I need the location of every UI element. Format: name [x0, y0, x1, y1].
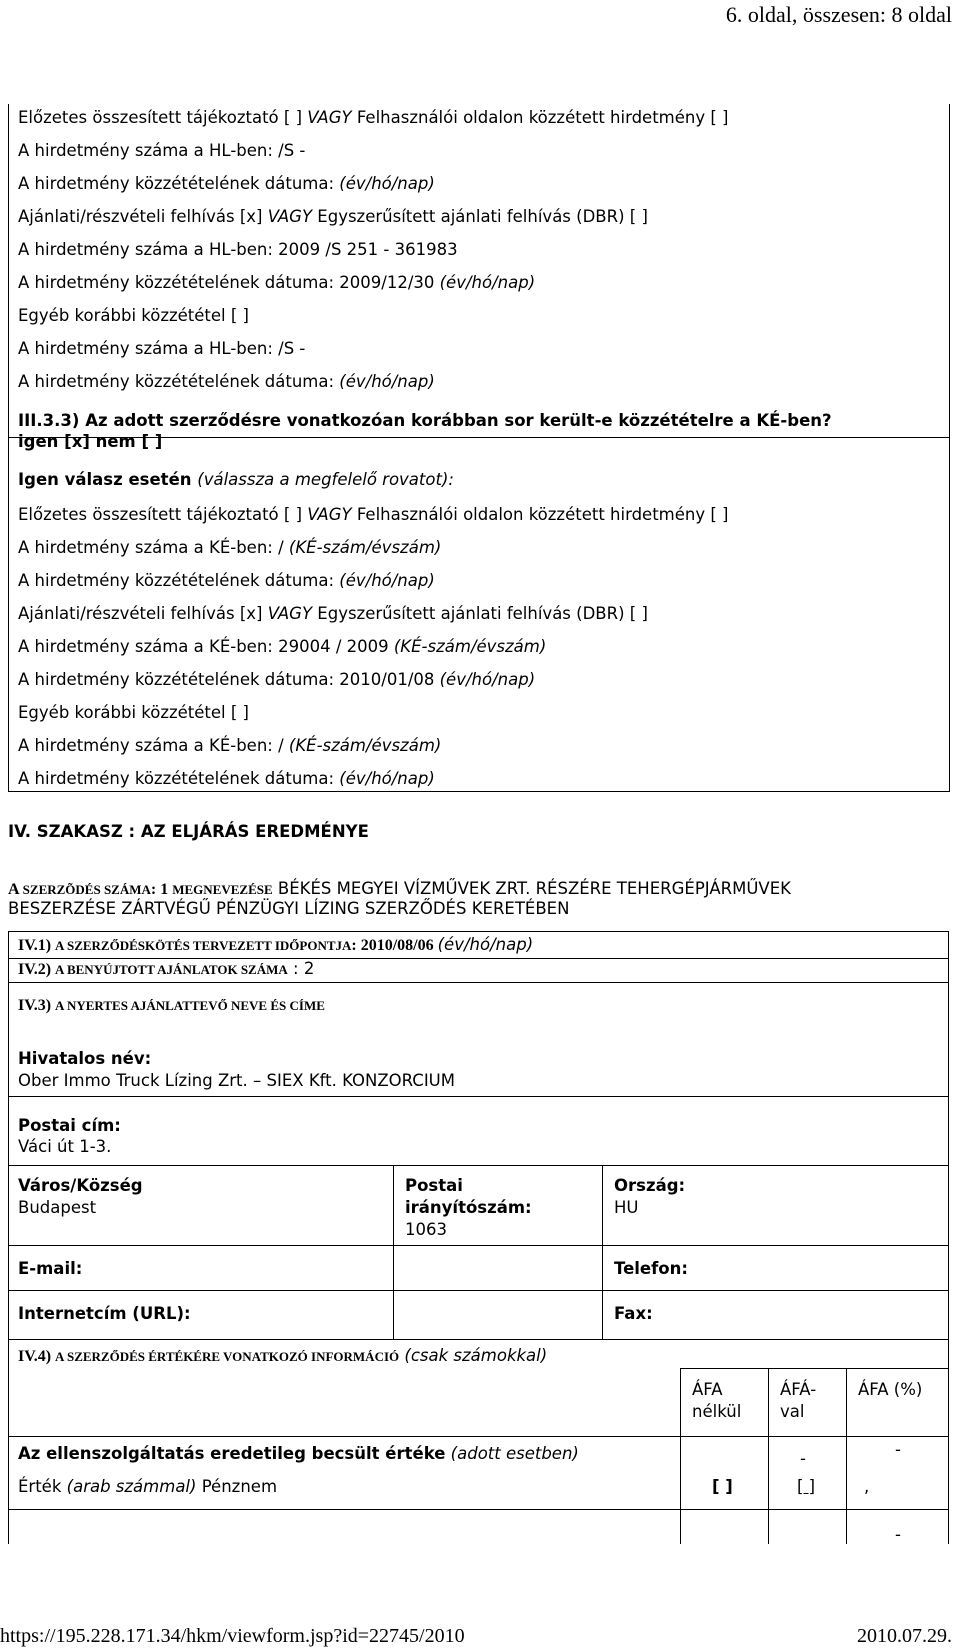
- official-name-value: Ober Immo Truck Lízing Zrt. – SIEX Kft. KONZORCIUM: [18, 1071, 455, 1090]
- country-value: HU: [614, 1198, 639, 1217]
- email-label: E-mail:: [18, 1259, 83, 1278]
- zip-label-1: Postai: [405, 1176, 463, 1195]
- block2-line4: Ajánlati/részvételi felhívás [x] VAGY Egyszerűsített ajánlati felhívás (DBR) [ ]: [18, 604, 648, 623]
- dash-afa-pct: -: [895, 1440, 901, 1459]
- iv-row-divider-2: [8, 982, 949, 983]
- dash-afaval: -: [800, 1449, 806, 1468]
- question-answer: igen [x] nem [ ]: [18, 432, 163, 451]
- value-grid-top: [680, 1368, 949, 1369]
- footer-date: 2010.07.29.: [857, 1625, 952, 1647]
- iv3-row: IV.3) A NYERTES AJÁNLATTEVŐ NEVE ÉS CÍME: [18, 997, 325, 1014]
- checkbox-without-vat[interactable]: [ ]: [712, 1477, 733, 1496]
- iv-row-divider-4: [8, 1509, 949, 1510]
- iv1-row: IV.1) A SZERZŐDÉSKÖTÉS TERVEZETT IDŐPONTJA: 2010/08/06 (év/hó/nap): [18, 935, 534, 954]
- contract-line-1: A SZERZÕDÉS SZÁMA: 1 MEGNEVEZÉSE BÉKÉS MEGYEI VÍZMŰVEK ZRT. RÉSZÉRE TEHERGÉPJÁRMŰVEK: [8, 879, 791, 898]
- address-grid-row2: [8, 1290, 949, 1291]
- block2-line9: A hirdetmény közzétételének dátuma: (év/hó/nap): [18, 769, 435, 788]
- iv4-heading: IV.4) A SZERZŐDÉS ÉRTÉKÉRE VONATKOZÓ INFORMÁCIÓ (csak számokkal): [18, 1346, 548, 1365]
- block2-line1: Előzetes összesített tájékoztató [ ] VAGY Felhasználói oldalon közzétett hirdetmény [ ]: [18, 505, 729, 524]
- zip-value: 1063: [405, 1220, 447, 1239]
- zip-label-2: irányítószám:: [405, 1198, 532, 1217]
- block1-line2: A hirdetmény száma a HL-ben: /S -: [18, 141, 306, 160]
- value-grid-col1: [680, 1368, 681, 1544]
- postal-value: Váci út 1-3.: [18, 1137, 112, 1156]
- page-indicator: 6. oldal, összesen: 8 oldal: [725, 2, 952, 27]
- block1-line4: Ajánlati/részvételi felhívás [x] VAGY Egyszerűsített ajánlati felhívás (DBR) [ ]: [18, 207, 648, 226]
- value-grid-col2: [768, 1368, 769, 1544]
- col-afa-nelkul-1: ÁFA: [692, 1380, 723, 1399]
- block1-line9: A hirdetmény közzétételének dátuma: (év/hó/nap): [18, 372, 435, 391]
- footer-url: https://195.228.171.34/hkm/viewform.jsp?id=22745/2010: [0, 1625, 465, 1647]
- yes-instruction: Igen válasz esetén (válassza a megfelelő rovatot):: [18, 470, 454, 489]
- iv2-row: IV.2) A BENYÚJTOTT AJÁNLATOK SZÁMA : 2: [18, 959, 315, 978]
- dash-bottom: -: [895, 1525, 901, 1544]
- value-grid-row1: [8, 1436, 949, 1437]
- block2-line3: A hirdetmény közzétételének dátuma: (év/hó/nap): [18, 571, 435, 590]
- table-border-right: [949, 104, 950, 792]
- col-afa-nelkul-2: nélkül: [692, 1402, 742, 1421]
- iv-table-right: [948, 931, 949, 1544]
- iv-row-divider-3: [8, 1339, 949, 1340]
- comma: ,: [864, 1477, 870, 1496]
- iv-table-top: [8, 931, 949, 932]
- official-name-label: Hivatalos név:: [18, 1049, 152, 1068]
- section-heading: IV. SZAKASZ : AZ ELJÁRÁS EREDMÉNYE: [8, 822, 369, 841]
- url-label: Internetcím (URL):: [18, 1304, 191, 1323]
- country-label: Ország:: [614, 1176, 686, 1195]
- city-value: Budapest: [18, 1198, 97, 1217]
- address-grid-col2: [602, 1165, 603, 1339]
- block1-line1: Előzetes összesített tájékoztató [ ] VAGY Felhasználói oldalon közzétett hirdetmény [ ]: [18, 108, 729, 127]
- block2-line7: Egyéb korábbi közzététel [ ]: [18, 703, 249, 722]
- iv-table-left: [8, 931, 9, 1544]
- contract-line-2: BESZERZÉSE ZÁRTVÉGŰ PÉNZÜGYI LÍZING SZERZŐDÉS KERETÉBEN: [8, 899, 570, 918]
- block2-line5: A hirdetmény száma a KÉ-ben: 29004 / 2009 (KÉ-szám/évszám): [18, 637, 547, 656]
- postal-label: Postai cím:: [18, 1116, 121, 1135]
- address-grid-col1: [393, 1165, 394, 1339]
- fax-label: Fax:: [614, 1304, 653, 1323]
- table-border-left: [8, 104, 9, 438]
- block2-line2: A hirdetmény száma a KÉ-ben: / (KÉ-szám/évszám): [18, 538, 442, 557]
- checkbox-with-vat[interactable]: [ ]: [797, 1477, 816, 1496]
- block1-line8: A hirdetmény száma a HL-ben: /S -: [18, 339, 306, 358]
- block1-line7: Egyéb korábbi közzététel [ ]: [18, 306, 249, 325]
- block2-line6: A hirdetmény közzétételének dátuma: 2010/01/08 (év/hó/nap): [18, 670, 536, 689]
- address-grid-top: [8, 1165, 949, 1166]
- block2-line8: A hirdetmény száma a KÉ-ben: / (KÉ-szám/évszám): [18, 736, 442, 755]
- table-border-bottom: [8, 791, 950, 792]
- city-label: Város/Község: [18, 1176, 143, 1195]
- col-afaval-1: ÁFÁ-: [780, 1380, 817, 1399]
- estimated-value-label: Az ellenszolgáltatás eredetileg becsült értéke (adott esetben): [18, 1444, 579, 1463]
- block1-line6: A hirdetmény közzétételének dátuma: 2009/12/30 (év/hó/nap): [18, 273, 536, 292]
- col-afa-pct: ÁFA (%): [858, 1380, 923, 1399]
- question-heading: III.3.3) Az adott szerződésre vonatkozóan korábban sor került-e közzétételre a KÉ-ben?: [18, 411, 832, 430]
- phone-label: Telefon:: [614, 1259, 688, 1278]
- divider-name: [8, 1096, 949, 1097]
- block1-line3: A hirdetmény közzétételének dátuma: (év/hó/nap): [18, 174, 435, 193]
- address-grid-row1: [8, 1245, 949, 1246]
- value-currency-label: Érték (arab számmal) Pénznem: [18, 1477, 278, 1496]
- value-grid-col3: [846, 1368, 847, 1544]
- table-border-left-2: [8, 437, 9, 792]
- block1-line5: A hirdetmény száma a HL-ben: 2009 /S 251 - 361983: [18, 240, 458, 259]
- col-afaval-2: val: [780, 1402, 805, 1421]
